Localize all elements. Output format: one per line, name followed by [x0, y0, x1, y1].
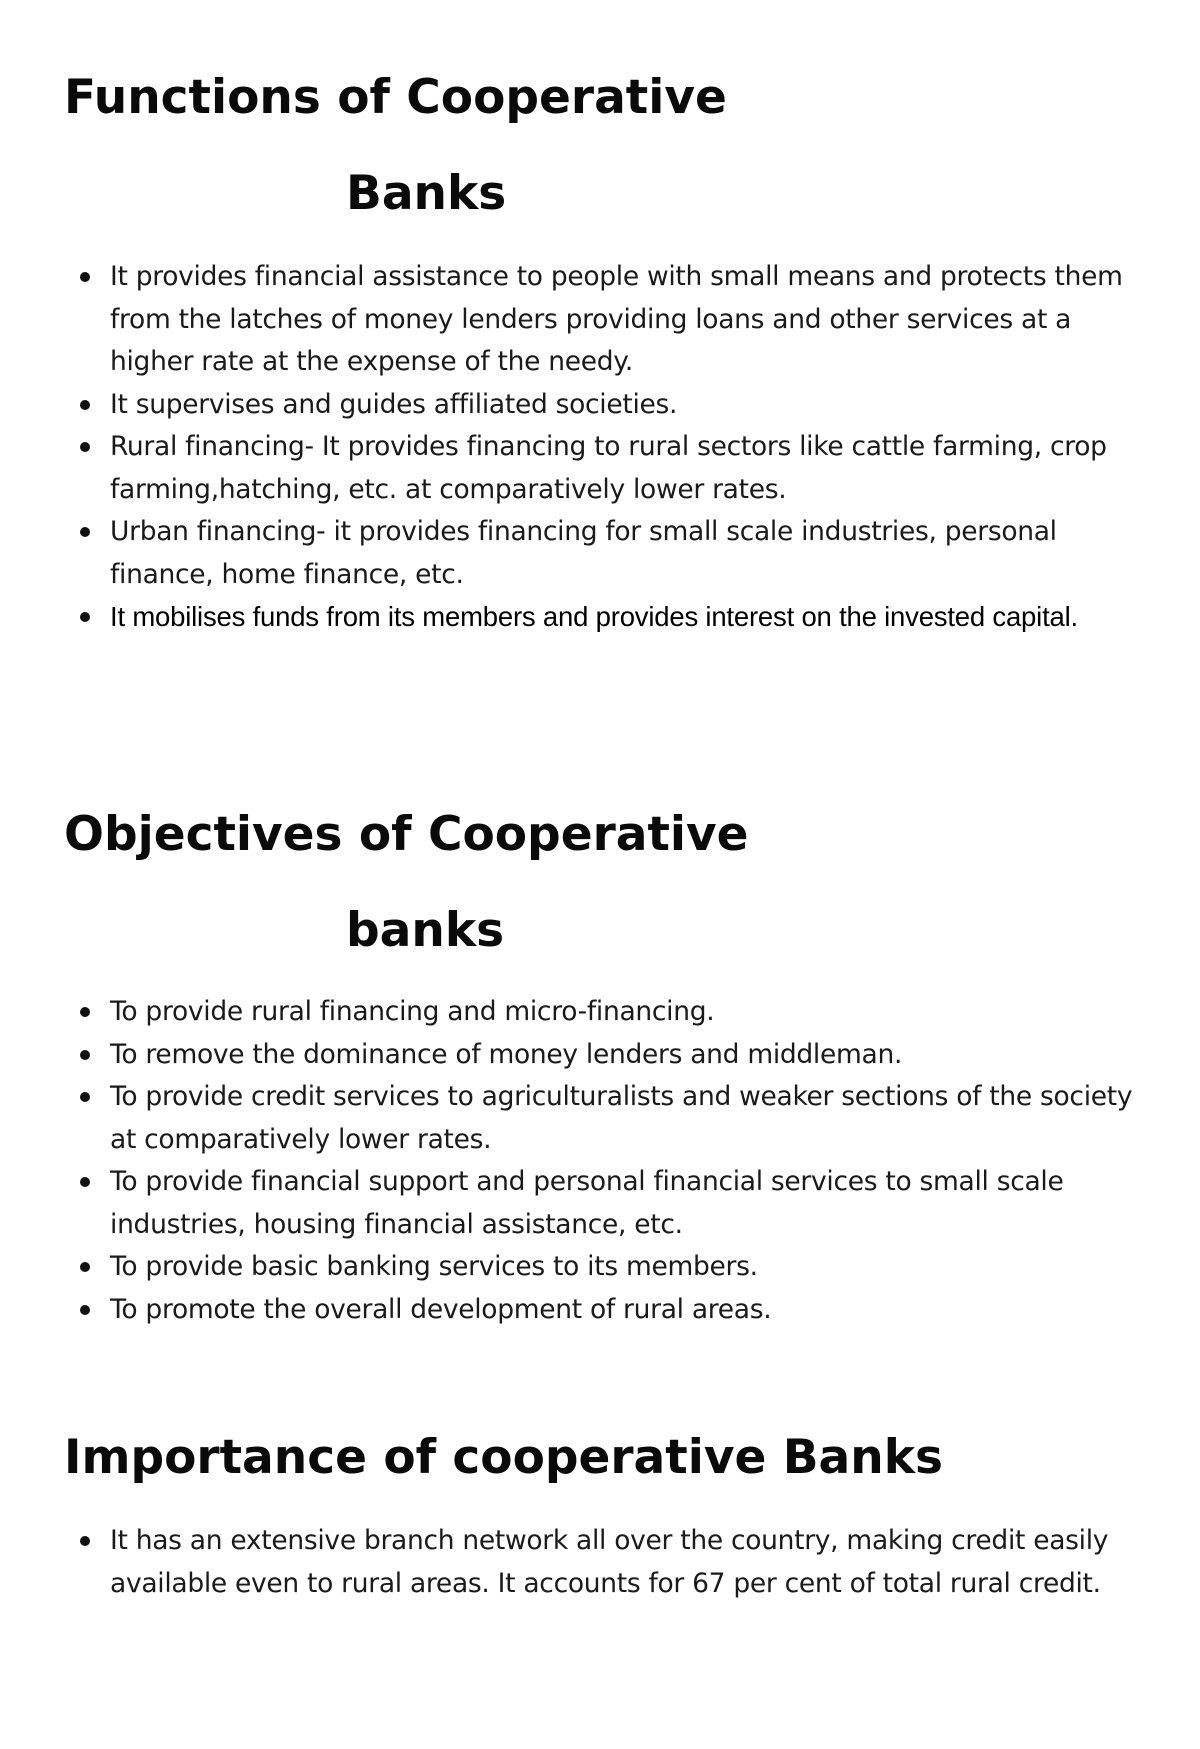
list-item: Urban financing- it provides financing for small scale industries, personal finance, home finance, etc. [0, 511, 1200, 596]
importance-list [0, 1520, 1200, 1605]
objectives-list [0, 991, 1200, 1331]
importance-heading [64, 1410, 943, 1506]
list-item: It has an extensive branch network all over the country, making credit easily available even to rural areas. It accounts for 67 per cent of total rural credit. [0, 1520, 1200, 1605]
list-item: To provide financial support and personal financial services to small scale industries, housing financial assistance, etc. [0, 1161, 1200, 1246]
list-item: It mobilises funds from its members and provides interest on the invested capital. [0, 596, 1200, 639]
importance-heading-line1: Importance of cooperative Banks [64, 1430, 943, 1485]
objectives-heading [64, 787, 749, 979]
list-item: It provides financial assistance to people with small means and protects them from the latches of money lenders providing loans and other services at a higher rate at the expense of the needy. [0, 256, 1200, 384]
objectives-heading-line1: Objectives of Cooperative [64, 807, 749, 862]
list-item: To promote the overall development of rural areas. [0, 1289, 1200, 1332]
list-item: To provide basic banking services to its members. [0, 1246, 1200, 1289]
objectives-heading-line2: banks [346, 903, 505, 958]
list-item: Rural financing- It provides financing to rural sectors like cattle farming, crop farming,hatching, etc. at comparatively lower rates. [0, 426, 1200, 511]
functions-list [0, 256, 1200, 639]
functions-heading [64, 50, 727, 242]
list-item: To provide credit services to agriculturalists and weaker sections of the society at comparatively lower rates. [0, 1076, 1200, 1161]
functions-heading-line2: Banks [346, 166, 507, 221]
list-item: It supervises and guides affiliated societies. [0, 384, 1200, 427]
functions-heading-line1: Functions of Cooperative [64, 70, 727, 125]
list-item: To remove the dominance of money lenders and middleman. [0, 1034, 1200, 1077]
list-item: To provide rural financing and micro-financing. [0, 991, 1200, 1034]
